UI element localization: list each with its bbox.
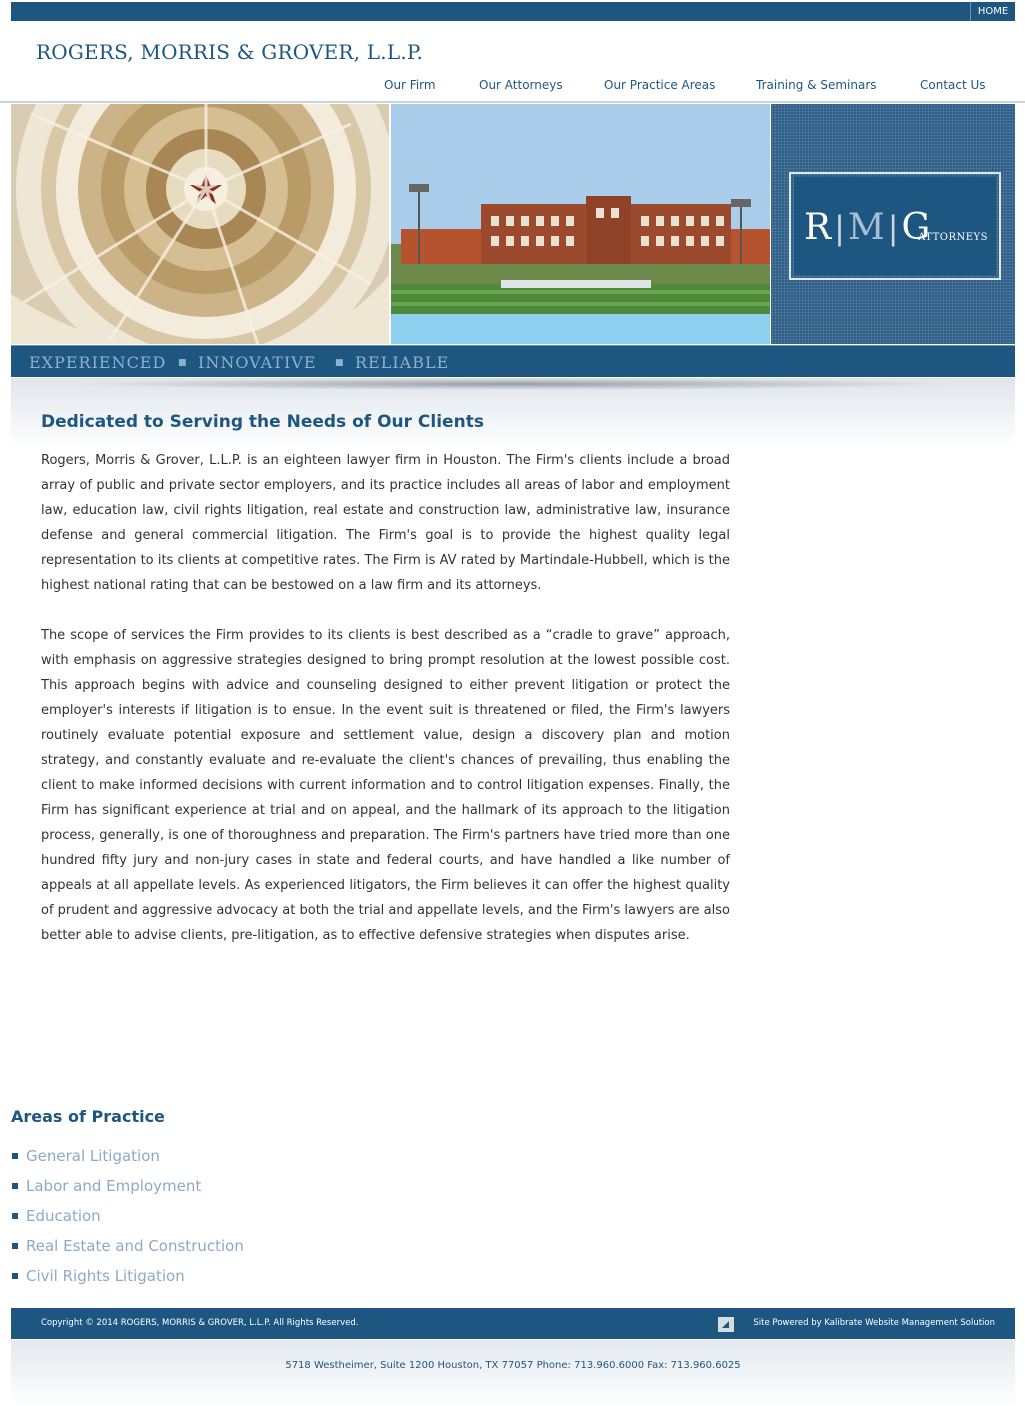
areas-of-practice	[11, 1107, 411, 1296]
list-item	[11, 1236, 411, 1266]
main-content	[41, 412, 730, 973]
page-title: Dedicated to Serving the Needs of Our Clients	[41, 412, 484, 432]
powered-by-link[interactable]: Site Powered by Kalibrate Website Management Solution	[753, 1318, 995, 1328]
capitol-dome-image	[11, 104, 390, 344]
rmg-logo-panel	[771, 104, 1015, 344]
scope-paragraph: The scope of services the Firm provides to its clients is best described as a “cradle to grave” approach, with emphasis on aggressive strategies designed to bring prompt resolution at the lowest possible cost. This approach begins with advice and counseling designed to either prevent litigation or protect the employer's interests if litigation is to ensue. In the event suit is threatened or filed, the Firm's lawyers routinely evaluate potential exposure and settlement value, design a discovery plan and motion strategy, and constantly evaluate and re-evaluate the client's chances of prevailing, thus enabling the client to make informed decisions with current information and to control litigation expenses. Finally, the Firm has significant experience at trial and on appeal, and the hallmark of its approach to the litigation process, generally, is one of thoroughness and preparation. The Firm's partners have tried more than one hundred fifty jury and non-jury cases in state and federal courts, and have handled a like number of appeals at all appellate levels. As experienced litigators, the Firm believes it can offer the highest quality of prudent and aggressive advocacy at both the trial and appellate levels, and the Firm's lawyers are also better able to advise clients, pre-litigation, as to effective defensive strategies when disputes arise.	[41, 628, 730, 943]
firm-name-logo[interactable]: ROGERS, MORRIS & GROVER, L.L.P.	[36, 40, 424, 64]
nav-divider	[0, 101, 1025, 103]
nav-our-practice-areas[interactable]: Our Practice Areas	[604, 78, 716, 92]
tagline-separator: ■	[178, 358, 188, 368]
hero-banner	[11, 104, 1015, 344]
copyright-text: Copyright © 2014 ROGERS, MORRIS & GROVER, L.L.P. All Rights Reserved.	[41, 1318, 359, 1328]
school-building-image	[391, 104, 770, 344]
home-link[interactable]: HOME	[970, 2, 1015, 21]
logo-letter-g: G	[901, 207, 932, 248]
list-item	[11, 1266, 411, 1296]
area-civil-rights-litigation-link[interactable]: Civil Rights Litigation	[26, 1267, 185, 1285]
list-item	[11, 1206, 411, 1236]
tagline-experienced: EXPERIENCED	[29, 353, 167, 372]
nav-our-attorneys[interactable]: Our Attorneys	[479, 78, 563, 92]
nav-training-seminars[interactable]: Training & Seminars	[756, 78, 877, 92]
area-general-litigation-link[interactable]: General Litigation	[26, 1147, 160, 1165]
logo-letter-r: R	[804, 207, 833, 248]
contact-address: 5718 Westheimer, Suite 1200 Houston, TX 77057 Phone: 713.960.6000 Fax: 713.960.6025	[285, 1360, 741, 1371]
tagline-innovative: INNOVATIVE	[198, 353, 317, 372]
main-nav	[0, 78, 1025, 96]
area-labor-employment-link[interactable]: Labor and Employment	[26, 1177, 202, 1195]
list-item	[11, 1176, 411, 1206]
intro-paragraph: Rogers, Morris & Grover, L.L.P. is an eighteen lawyer firm in Houston. The Firm's clients include a broad array of public and private sector employers, and its practice includes all areas of labor and employment law, education law, civil rights litigation, real estate and construction law, administrative law, insurance defense and general commercial litigation. The Firm's goal is to provide the highest quality legal representation to its clients at competitive rates. The Firm is AV rated by Martindale-Hubbell, which is the highest national rating that can be bestowed on a law firm and its attorneys.	[41, 453, 730, 593]
tagline-bar	[11, 345, 1015, 377]
area-real-estate-construction-link[interactable]: Real Estate and Construction	[26, 1237, 244, 1255]
areas-heading: Areas of Practice	[11, 1107, 165, 1126]
area-education-link[interactable]: Education	[26, 1207, 101, 1225]
rmg-logo[interactable]: R|M|G ATTORNEYS	[789, 172, 1001, 280]
footer-bar	[11, 1308, 1015, 1339]
nav-contact-us[interactable]: Contact Us	[920, 78, 986, 92]
logo-letter-m: M	[847, 207, 886, 248]
tagline-separator: ■	[335, 358, 345, 368]
kalibrate-icon[interactable]	[718, 1317, 734, 1332]
list-item	[11, 1146, 411, 1176]
logo-attorneys-word: ATTORNEYS	[918, 232, 988, 243]
nav-our-firm[interactable]: Our Firm	[384, 78, 436, 92]
tagline-reliable: RELIABLE	[355, 353, 450, 372]
areas-list	[11, 1146, 411, 1296]
top-bar	[11, 2, 1015, 21]
address-area	[11, 1340, 1015, 1406]
